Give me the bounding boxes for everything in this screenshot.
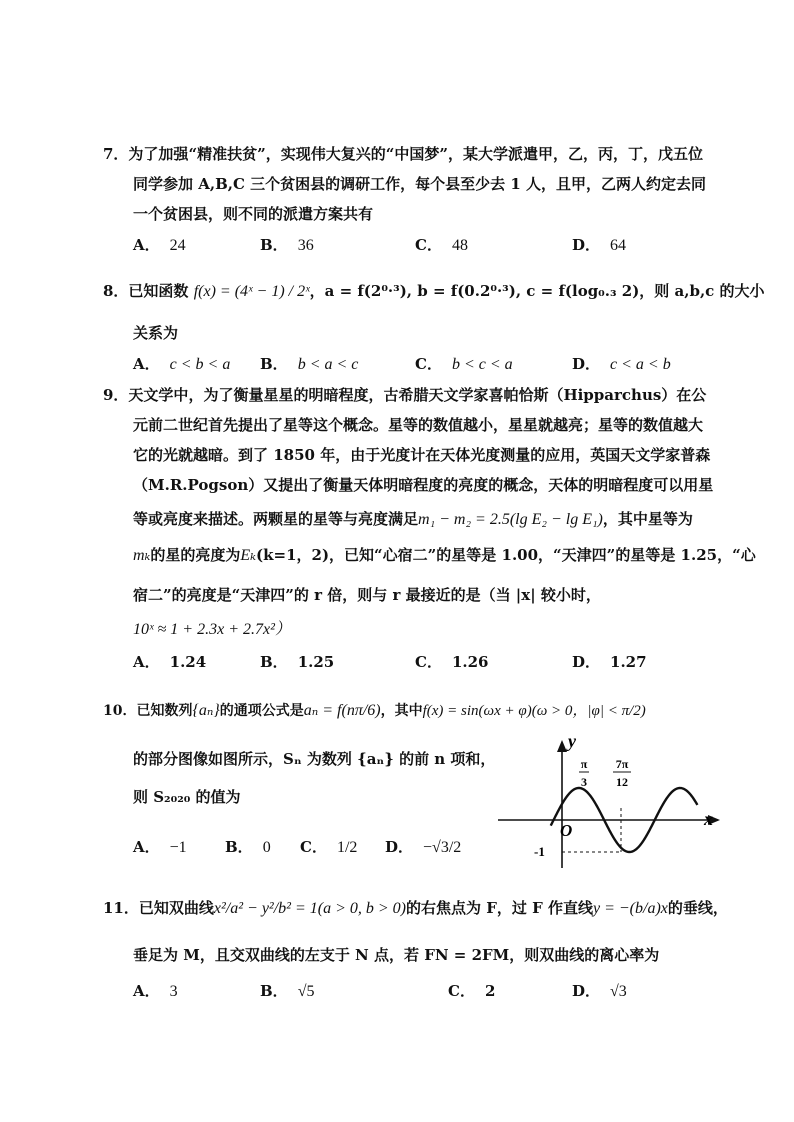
q8-option-b[interactable]: B． b < a < c <box>260 355 359 373</box>
q7-line-2: 同学参加 A,B,C 三个贫困县的调研工作，每个县至少去 1 人，且甲，乙两人约定去同 <box>133 175 707 193</box>
q11-option-d[interactable]: D． √3 <box>572 982 627 1000</box>
q10-option-a[interactable]: A． −1 <box>133 838 187 856</box>
q9-option-a[interactable]: A． 1.24 <box>133 653 207 671</box>
q9-line-8: 10ˣ ≈ 1 + 2.3x + 2.7x²） <box>133 621 291 638</box>
q7-option-d[interactable]: D． 64 <box>572 236 627 254</box>
q10-line-2: 的部分图像如图所示，Sₙ 为数列 {aₙ} 的前 n 项和， <box>133 750 496 768</box>
x-label: x <box>704 809 713 829</box>
q8-line-1 <box>103 280 765 303</box>
q11-line-2: 垂足为 M，且交双曲线的左支于 N 点，若 FN = 2FM，则双曲线的离心率为 <box>133 946 660 964</box>
sine-graph <box>498 732 728 872</box>
tick-pi-over-3-den: 3 <box>581 775 587 789</box>
q9-line-4: （M.R.Pogson）又提出了衡量天体明暗程度的亮度的概念，天体的明暗程度可以用星 <box>133 476 714 494</box>
q11-line-formula: y = −(b/a)x <box>592 900 668 917</box>
q9-line-7: 宿二”的亮度是“天津四”的 r 倍，则与 r 最接近的是（当 |x| 较小时， <box>133 586 601 604</box>
q10-line-3: 则 S₂₀₂₀ 的值为 <box>133 788 241 806</box>
q8-prefix: 8．已知函数 <box>103 282 189 300</box>
q10-function-formula: f(x) = sin(ωx + φ)(ω > 0，|φ| < π/2) <box>422 703 646 719</box>
q8-function-formula: f(x) = (4ˣ − 1) / 2ˣ <box>193 283 310 300</box>
neg-one-label: -1 <box>534 844 545 859</box>
q10-option-b[interactable]: B． 0 <box>225 838 271 856</box>
q9-line-3: 它的光就越暗。到了 1850 年，由于光度计在天体光度测量的应用，英国天文学家普森 <box>133 446 711 464</box>
q10-option-d[interactable]: D． −√3/2 <box>385 838 462 856</box>
q7-line-1: 7．为了加强“精准扶贫”，实现伟大复兴的“中国梦”，某大学派遣甲，乙，丙，丁，戊五位 <box>103 145 703 163</box>
tick-pi-over-3-num: π <box>580 757 588 771</box>
q7-option-b[interactable]: B． 36 <box>260 236 314 254</box>
q8-option-c[interactable]: C． b < c < a <box>415 355 513 373</box>
q9-option-d[interactable]: D． 1.27 <box>572 653 647 671</box>
q10-option-c[interactable]: C． 1/2 <box>300 838 358 856</box>
q11-line-1: 11．已知双曲线x²/a² − y²/b² = 1(a > 0, b > 0)的右焦点为 F，过 F 作直线y = −(b/a)x的垂线， <box>103 899 728 917</box>
q8-option-d[interactable]: D． c < a < b <box>572 355 671 373</box>
q11-option-b[interactable]: B． √5 <box>260 982 315 1000</box>
tick-7pi-over-12-den: 12 <box>616 775 628 789</box>
q8-line-2: 关系为 <box>133 324 179 342</box>
q10-line-1: 10．已知数列{aₙ}的通项公式是aₙ = f(nπ/6)，其中f(x) = sin(ωx + φ)(ω > 0，|φ| < π/2) <box>103 702 646 719</box>
q8-option-a[interactable]: A． c < b < a <box>133 355 231 373</box>
q10-sequence-formula: aₙ = f(nπ/6) <box>303 702 381 719</box>
q7-option-c[interactable]: C． 48 <box>415 236 468 254</box>
q9-magnitude-formula: m₁ − m₂ = 2.5(lg E₂ − lg E₁) <box>418 511 603 528</box>
q7-option-a[interactable]: A． 24 <box>133 236 186 254</box>
origin-label: O <box>560 821 573 840</box>
y-axis-arrow-icon <box>557 740 567 752</box>
q9-option-b[interactable]: B． 1.25 <box>260 653 335 671</box>
q11-option-a[interactable]: A． 3 <box>133 982 178 1000</box>
q9-line-2: 元前二世纪首先提出了星等这个概念。星等的数值越小，星星就越亮；星等的数值越大 <box>133 416 704 434</box>
q9-option-c[interactable]: C． 1.26 <box>415 653 489 671</box>
q11-hyperbola-formula: x²/a² − y²/b² = 1(a > 0, b > 0) <box>213 900 406 917</box>
q9-line-5: 等或亮度来描述。两颗星的星等与亮度满足m₁ − m₂ = 2.5(lg E₂ − lg E₁)，其中星等为 <box>133 510 693 528</box>
q11-option-c[interactable]: C． 2 <box>448 982 496 1000</box>
y-label: y <box>568 732 576 751</box>
q7-line-3: 一个贫困县，则不同的派遣方案共有 <box>133 205 374 223</box>
q8-abc-definitions: ，a = f(2⁰·³), b = f(0.2⁰·³), c = f(log₀.₃ 2)，则 a,b,c 的大小 <box>309 282 765 300</box>
tick-7pi-over-12-num: 7π <box>615 757 629 771</box>
q9-line-6: mₖ的星的亮度为Eₖ(k=1，2)，已知“心宿二”的星等是 1.00，“天津四”的星等是 1.25，“心 <box>133 546 756 564</box>
q9-line-1: 9．天文学中，为了衡量星星的明暗程度，古希腊天文学家喜帕恰斯（Hipparchus）在公 <box>103 386 707 404</box>
